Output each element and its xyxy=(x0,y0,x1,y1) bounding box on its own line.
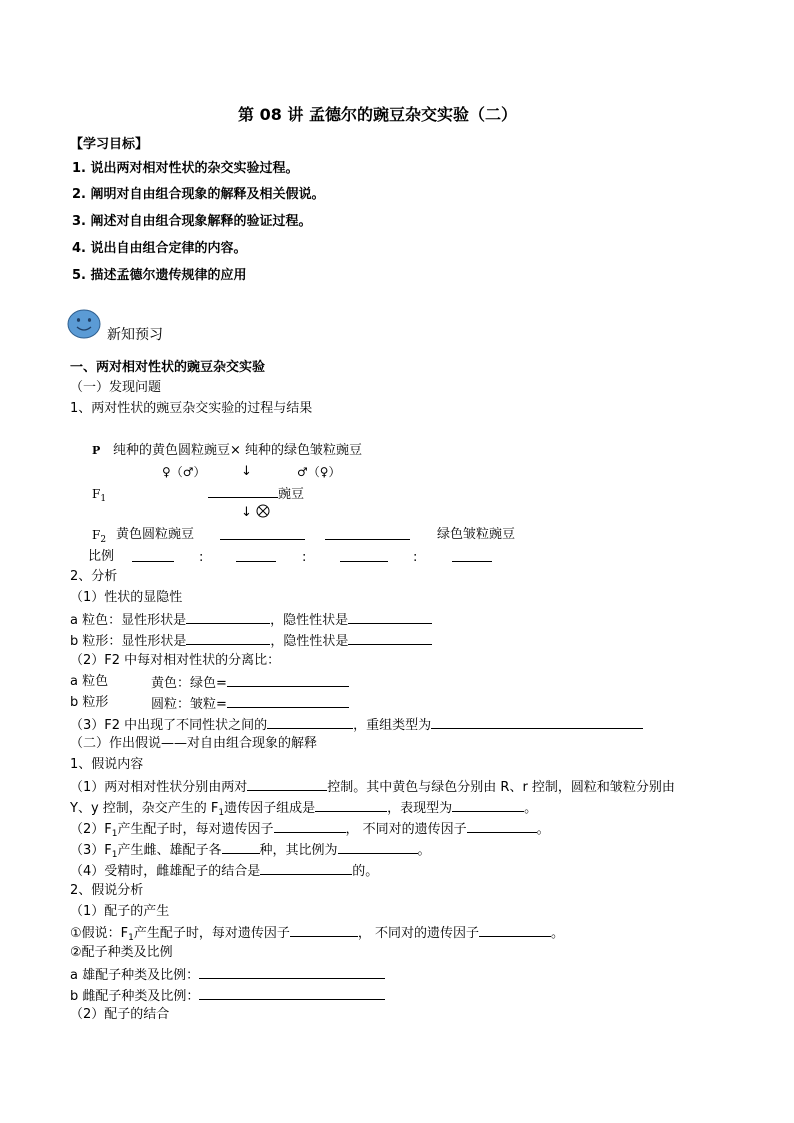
recessive-trait-blank[interactable] xyxy=(348,631,432,645)
f2-last-phenotype: 绿色皱粒豌豆 xyxy=(437,527,516,542)
segregation-blank[interactable] xyxy=(274,819,346,833)
hypothesis-line: $(3)F_1$产生雌、雄配子各 种，其比例为 。 xyxy=(70,840,431,864)
f1-phenotype-line: 豌豆 xyxy=(208,484,304,504)
analysis-item: ②配子种类及比例 xyxy=(70,945,173,960)
self-fertilization-icon xyxy=(256,504,270,518)
subsection-heading: （二）作出假说——对自由组合现象的解释 xyxy=(70,736,318,751)
fertilization-blank[interactable] xyxy=(260,861,352,875)
self-cross-line xyxy=(241,504,270,522)
recombination-blank[interactable] xyxy=(267,715,353,729)
hypothesis-line: $(2)F_1$产生配子时，每对遗传因子 ， 不同对的遗传因子 。 xyxy=(70,819,550,843)
female-gamete-line: b 雌配子种类及比例： xyxy=(70,986,385,1006)
f2-first-phenotype: 黄色圆粒豌豆 xyxy=(116,527,195,542)
factor-blank[interactable] xyxy=(247,777,327,791)
f2-phenotype-blank[interactable] xyxy=(220,526,305,540)
recessive-trait-blank[interactable] xyxy=(348,610,432,624)
objectives-heading: 【学习目标】 xyxy=(70,137,149,152)
ratio-colon: : xyxy=(413,550,418,565)
hypothesis-line: （4）受精时，雌雄配子的结合是 的。 xyxy=(70,861,378,881)
objective-item: 1. 说出两对相对性状的杂交实验过程。 xyxy=(72,161,299,176)
ratio-colon: : xyxy=(199,550,204,565)
section-heading: 一、两对相对性状的豌豆杂交实验 xyxy=(70,360,266,375)
grain-color-ratio: a 粒色 黄色：绿色= xyxy=(70,673,108,691)
ratio-blank[interactable] xyxy=(227,694,349,708)
f1-generation-label: $F_1$ xyxy=(92,487,107,504)
combination-blank[interactable] xyxy=(467,819,537,833)
hypothesis-line: Y、y 控制，杂交产生的 $F_1$遗传因子组成是 ，表现型为 。 xyxy=(70,798,537,822)
f2-phenotype-blank[interactable] xyxy=(325,526,410,540)
grain-shape-ratio: b 粒形 圆粒：皱粒= xyxy=(70,694,108,712)
analysis-heading: 2、分析 xyxy=(70,569,118,584)
p-generation-label: P xyxy=(92,444,101,457)
analysis-item: （1）配子的产生 xyxy=(70,904,170,919)
analysis-item: （2）F2 中每对相对性状的分离比： xyxy=(70,653,281,668)
down-arrow-icon: ↓ xyxy=(241,505,252,520)
phenotype-blank[interactable] xyxy=(452,798,524,812)
analysis-item: （1）性状的显隐性 xyxy=(70,590,183,605)
f1-phenotype-blank[interactable] xyxy=(208,484,278,498)
dominant-trait-blank[interactable] xyxy=(186,631,270,645)
objective-item: 4. 说出自由组合定律的内容。 xyxy=(72,241,247,256)
objective-item: 5. 描述孟德尔遗传规律的应用 xyxy=(72,268,247,283)
preview-heading: 新知预习 xyxy=(107,327,163,343)
sex-symbols-left: ♀（♂） xyxy=(162,465,206,479)
ratio-colon: : xyxy=(302,550,307,565)
sex-symbols-right: ♂（♀） xyxy=(297,465,341,479)
male-gamete-blank[interactable] xyxy=(199,965,385,979)
combination-blank[interactable] xyxy=(479,923,551,937)
item-heading: 1、假说内容 xyxy=(70,757,144,772)
recombinant-type-blank[interactable] xyxy=(431,715,643,729)
item-heading: 2、假说分析 xyxy=(70,883,144,898)
item-heading: 1、两对性状的豌豆杂交实验的过程与结果 xyxy=(70,401,313,416)
hypothesis-line: （1）两对相对性状分别由两对 控制。其中黄色与绿色分别由 R、r 控制，圆粒和皱粒分别由 xyxy=(70,777,675,797)
objective-item: 3. 阐述对自由组合现象解释的验证过程。 xyxy=(72,214,312,229)
ratio-blank[interactable] xyxy=(452,548,492,562)
ratio-blank[interactable] xyxy=(236,548,276,562)
down-arrow-icon: ↓ xyxy=(241,464,252,479)
ratio-blank[interactable] xyxy=(227,673,349,687)
subsection-heading: （一）发现问题 xyxy=(70,380,162,395)
grain-shape-dominance: b 粒形：显性形状是 ，隐性性状是 xyxy=(70,631,432,651)
gamete-count-blank[interactable] xyxy=(222,840,260,854)
ratio-blank[interactable] xyxy=(132,548,174,562)
genotype-blank[interactable] xyxy=(315,798,387,812)
hypothesis-line: ①假说：$F_1$产生配子时，每对遗传因子 ， 不同对的遗传因子 。 xyxy=(70,923,564,947)
gamete-ratio-blank[interactable] xyxy=(338,840,418,854)
ratio-label: 比例 xyxy=(88,549,115,564)
grain-color-dominance: a 粒色：显性形状是 ，隐性性状是 xyxy=(70,610,432,630)
analysis-item: （2）配子的结合 xyxy=(70,1007,170,1022)
objective-item: 2. 阐明对自由组合现象的解释及相关假说。 xyxy=(72,187,325,202)
f2-generation-label: $F_2$ xyxy=(92,528,107,545)
segregation-blank[interactable] xyxy=(290,923,358,937)
smiley-face-icon xyxy=(67,309,101,339)
parent-cross-text: 纯种的黄色圆粒豌豆× 纯种的绿色皱粒豌豆 xyxy=(113,443,363,458)
dominant-trait-blank[interactable] xyxy=(186,610,270,624)
ratio-blank[interactable] xyxy=(340,548,388,562)
male-gamete-line: a 雄配子种类及比例： xyxy=(70,965,385,985)
page-title: 第 08 讲 孟德尔的豌豆杂交实验（二） xyxy=(238,105,517,124)
female-gamete-blank[interactable] xyxy=(199,986,385,1000)
recombination-line: （3）F2 中出现了不同性状之间的 ，重组类型为 xyxy=(70,715,643,735)
